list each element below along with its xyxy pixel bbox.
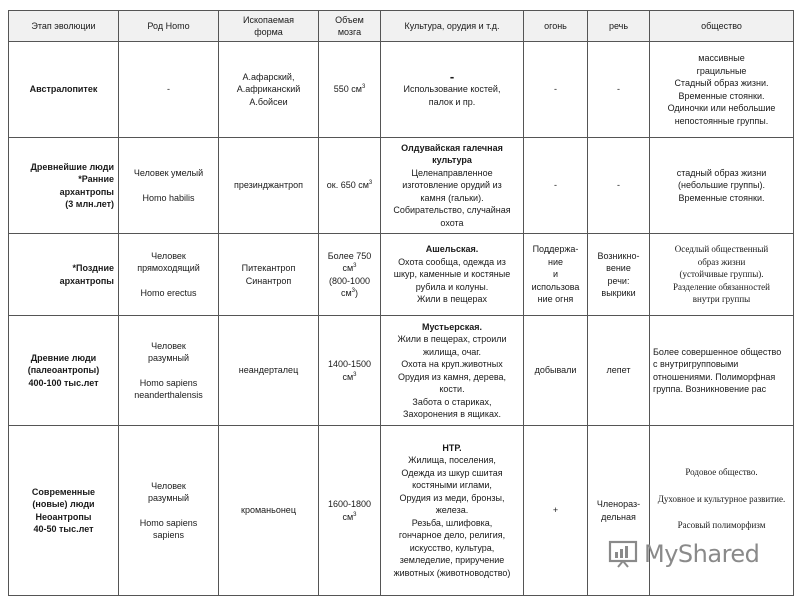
text-line: Резьба, шлифовка, xyxy=(411,517,493,528)
text-line: Синантроп xyxy=(245,275,292,286)
genus-cell xyxy=(119,316,219,426)
text-line: Расовый полиморфизм xyxy=(677,520,766,530)
text-line: Homo sapiens xyxy=(139,377,198,388)
text-line: Целенаправленное xyxy=(411,167,493,178)
text-line: Орудия из меди, бронзы, xyxy=(399,492,505,503)
text-line: стадный образ жизни xyxy=(676,167,767,178)
text-line: - xyxy=(167,84,170,95)
culture-cell xyxy=(381,426,524,596)
text-line: Человек xyxy=(151,250,186,261)
brain-range: (800-1000 см xyxy=(328,275,371,298)
text-line: разумный xyxy=(148,493,189,503)
brain-cell xyxy=(319,316,381,426)
text-line: Поддержа- xyxy=(532,244,579,255)
text-line: Homo habilis xyxy=(142,192,195,203)
text-line: камня (гальки). xyxy=(420,192,484,203)
header-stage: Этап эволюции xyxy=(9,11,119,42)
header-culture: Культура, орудия и т.д. xyxy=(381,11,524,42)
text-line: использова xyxy=(531,281,580,292)
text-line: Современные xyxy=(31,486,96,497)
text-line: - xyxy=(617,180,620,191)
text-line: массивные xyxy=(698,53,745,63)
fossil-cell xyxy=(219,42,319,138)
text-line: животных (животноводство) xyxy=(393,567,511,578)
text-line: железа. xyxy=(435,505,469,516)
text-line: презинджантроп xyxy=(233,180,304,191)
brain-range-sup: 3 xyxy=(351,288,356,294)
text-line: Охота на круп.животных xyxy=(401,359,503,369)
genus-cell xyxy=(119,138,219,234)
text-line: Древнейшие люди xyxy=(30,161,114,172)
text-line: кости. xyxy=(439,384,465,394)
text-line: (палеоантропы) xyxy=(27,365,100,376)
brain-range-end: ) xyxy=(355,288,359,298)
table-row xyxy=(9,138,794,234)
text-line: Использование костей, xyxy=(403,84,501,94)
text-line: Членораз- xyxy=(596,499,641,509)
speech-cell xyxy=(588,138,650,234)
stage-cell xyxy=(9,42,119,138)
text-line: Более совершенное общество xyxy=(653,346,782,357)
text-line: Древние люди xyxy=(30,352,97,363)
text-line: - xyxy=(617,84,620,95)
text-line: Homo erectus xyxy=(140,287,197,298)
text-line: Человек умелый xyxy=(133,168,204,178)
text-line: отношениями. Полиморфная xyxy=(653,371,776,382)
text-line: *Поздние xyxy=(72,263,114,273)
culture-cell xyxy=(381,234,524,316)
text-line: кроманьонец xyxy=(241,505,296,516)
text-line: Охота сообща, одежда из xyxy=(398,256,506,267)
watermark-text: MyShared xyxy=(644,540,760,568)
text-line: жилища, очаг. xyxy=(423,346,481,357)
text-line: А.афарский, xyxy=(242,71,295,82)
text-line: neanderthalensis xyxy=(134,390,203,400)
text-line: Захоронения в ящиках. xyxy=(403,409,501,419)
header-brain: Объем мозга xyxy=(319,11,381,42)
text-line: выкрики xyxy=(601,288,636,298)
presentation-chart-icon xyxy=(608,539,638,569)
text-line: Человек xyxy=(151,480,186,491)
fire-cell xyxy=(524,316,588,426)
text-line: дельная xyxy=(601,511,636,522)
text-line: архантропы xyxy=(59,186,114,197)
text-line: Стадный образ жизни. xyxy=(674,78,769,88)
text-line: лепет xyxy=(606,365,631,376)
text-line: Одежда из шкур сшитая xyxy=(401,467,503,478)
text-line: Неоантропы xyxy=(35,511,92,522)
text-line: *Ранние xyxy=(78,174,114,184)
header-row xyxy=(9,11,794,42)
text-line: архантропы xyxy=(59,275,114,286)
culture-title: - xyxy=(449,69,455,84)
text-line: Жили в пещерах, строили xyxy=(397,334,507,344)
fire-cell xyxy=(524,138,588,234)
text-line: А.бойсеи xyxy=(249,96,288,107)
brain-unit-sup: 3 xyxy=(353,263,357,269)
text-line: изготовление орудий из xyxy=(402,180,502,191)
text-line: - xyxy=(554,180,557,191)
brain-value: 1400-1500 см xyxy=(327,359,372,382)
text-line: костяными иглами, xyxy=(412,480,492,491)
text-line: внутри группы xyxy=(692,294,751,305)
text-line: Жили в пещерах xyxy=(416,294,488,305)
brain-unit-sup: 3 xyxy=(368,180,373,187)
brain-cell xyxy=(319,138,381,234)
text-line: неандерталец xyxy=(238,365,299,376)
text-line: (устойчивые группы). xyxy=(679,269,764,280)
stage-cell xyxy=(9,426,119,596)
brain-unit-sup: 3 xyxy=(353,511,357,518)
text-line: с внутригрупповыми xyxy=(653,359,739,369)
text-line: непостоянные группы. xyxy=(674,115,769,126)
text-line: Одиночки или небольшие xyxy=(667,103,776,113)
text-line: грацильные xyxy=(696,65,747,76)
text-line: образ жизни xyxy=(697,256,746,267)
fire-cell xyxy=(524,426,588,596)
genus-cell xyxy=(119,42,219,138)
brain-unit-sup: 3 xyxy=(361,84,366,91)
text-line: А.африканский xyxy=(236,84,301,95)
evolution-table xyxy=(8,10,794,596)
brain-cell xyxy=(319,426,381,596)
text-line: добывали xyxy=(534,365,577,376)
text-line: искусство, культура, xyxy=(409,542,495,553)
text-line: 400-100 тыс.лет xyxy=(28,377,99,388)
brain-value: 550 см xyxy=(333,84,362,95)
brain-cell xyxy=(319,234,381,316)
society-cell xyxy=(650,42,794,138)
text-line: Оседлый общественный xyxy=(674,244,769,255)
text-line: вение xyxy=(606,263,631,273)
text-line: (небольшие группы). xyxy=(678,180,765,191)
fossil-cell xyxy=(219,234,319,316)
text-line: прямоходящий xyxy=(137,263,200,274)
genus-cell xyxy=(119,234,219,316)
text-line: (новые) люди xyxy=(32,499,95,509)
text-line: Родовое общество. xyxy=(685,467,758,477)
culture-text xyxy=(384,454,520,579)
text-line: ние xyxy=(547,256,563,267)
fire-cell xyxy=(524,42,588,138)
text-line: Временные стоянки. xyxy=(678,192,765,203)
speech-cell xyxy=(588,316,650,426)
header-genus: Род Homo xyxy=(119,11,219,42)
stage-cell xyxy=(9,316,119,426)
text-line: земледелие, приручение xyxy=(399,555,505,566)
text-line: гончарное дело, религия, xyxy=(398,530,506,541)
text-line: Жилища, поселения, xyxy=(408,455,496,466)
text-line: Духовное и культурное развитие. xyxy=(657,493,786,504)
text-line: палок и пр. xyxy=(428,96,476,107)
society-cell xyxy=(650,234,794,316)
table-row xyxy=(9,42,794,138)
text-line: разумный xyxy=(148,353,189,363)
culture-title: Олдувайская галечная культура xyxy=(401,142,503,166)
culture-title: Ашельская. xyxy=(425,244,479,255)
text-line: Орудия из камня, дерева, xyxy=(397,371,507,382)
watermark xyxy=(608,530,798,578)
text-line: + xyxy=(552,505,559,516)
header-speech: речь xyxy=(588,11,650,42)
text-line: и xyxy=(552,269,559,280)
text-line: sapiens xyxy=(152,530,185,540)
culture-text xyxy=(384,167,520,230)
text-line: группа. Возникновение рас xyxy=(653,384,767,394)
text-line: (3 млн.лет) xyxy=(65,199,114,209)
header-fossil: Ископаемая форма xyxy=(219,11,319,42)
fossil-cell xyxy=(219,426,319,596)
brain-value: ок. 650 см xyxy=(326,180,369,191)
text-line: Питекантроп xyxy=(241,263,296,273)
genus-cell xyxy=(119,426,219,596)
stage-cell xyxy=(9,138,119,234)
text-line: Собирательство, случайная xyxy=(393,205,511,216)
society-cell xyxy=(650,138,794,234)
text-line: Австралопитек xyxy=(29,84,98,95)
brain-value: Более 750 см xyxy=(327,250,372,273)
fire-cell xyxy=(524,234,588,316)
brain-cell xyxy=(319,42,381,138)
text-line: охота xyxy=(440,217,464,228)
text-line: Человек xyxy=(151,340,186,351)
culture-cell xyxy=(381,138,524,234)
table-row xyxy=(9,234,794,316)
culture-text xyxy=(384,256,520,306)
text-line: ние огня xyxy=(537,294,574,305)
text-line: речи: xyxy=(607,275,630,286)
fossil-cell xyxy=(219,316,319,426)
speech-cell xyxy=(588,234,650,316)
culture-title: Мустьерская. xyxy=(422,321,482,332)
brain-unit-sup: 3 xyxy=(353,371,357,378)
speech-cell xyxy=(588,42,650,138)
culture-title: НТР. xyxy=(442,442,462,453)
header-society: общество xyxy=(650,11,794,42)
text-line: шкур, каменные и костяные xyxy=(393,269,511,280)
fossil-cell xyxy=(219,138,319,234)
text-line: Забота о стариках, xyxy=(412,396,492,407)
header-fire: огонь xyxy=(524,11,588,42)
text-line: Homo sapiens xyxy=(139,517,198,528)
text-line: рубила и колуны. xyxy=(415,281,489,292)
table-row xyxy=(9,316,794,426)
society-cell xyxy=(650,316,794,426)
text-line: - xyxy=(554,84,557,95)
stage-cell xyxy=(9,234,119,316)
brain-value: 1600-1800 см xyxy=(327,499,372,522)
culture-text xyxy=(384,83,520,108)
culture-cell xyxy=(381,316,524,426)
text-line: Разделение обязанностей xyxy=(673,281,770,292)
text-line: 40-50 тыс.лет xyxy=(33,524,94,534)
text-line: Временные стоянки. xyxy=(678,90,765,101)
text-line: Возникно- xyxy=(597,250,640,261)
culture-cell xyxy=(381,42,524,138)
culture-text xyxy=(384,333,520,421)
